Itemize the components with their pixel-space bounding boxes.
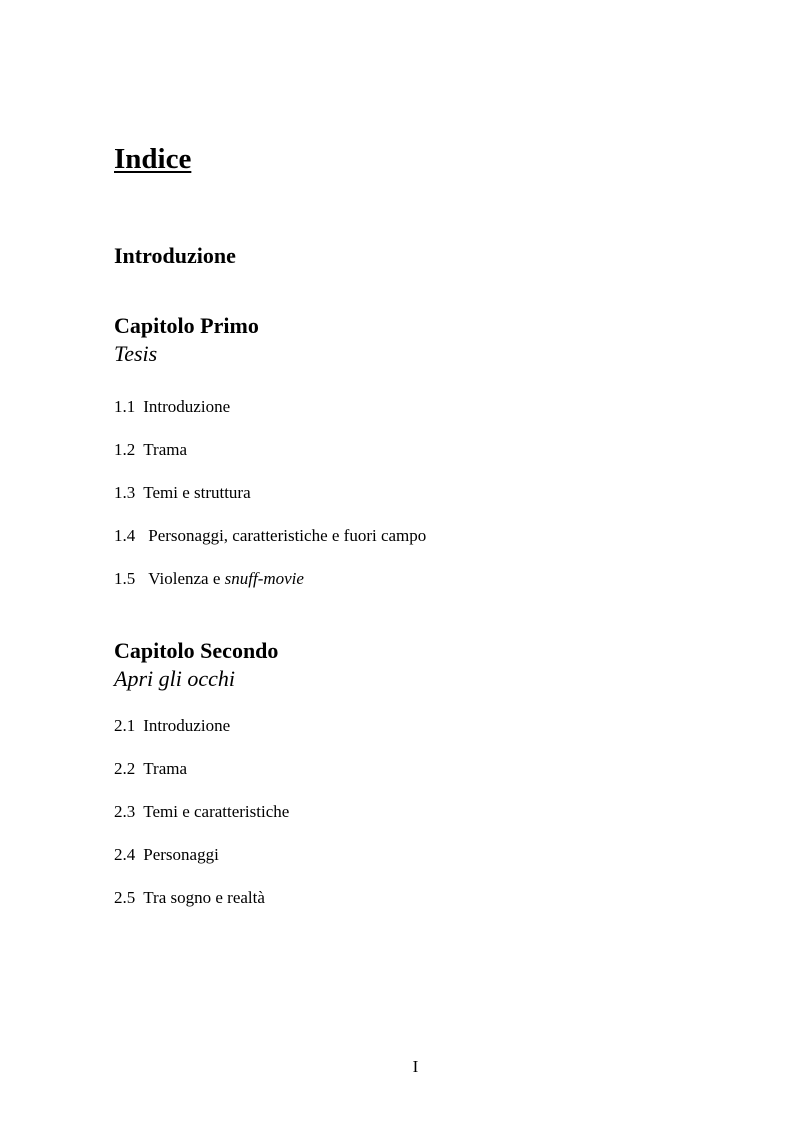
toc-entry-number: 2.1 [114,716,136,735]
toc-entry-number: 2.4 [114,845,136,864]
toc-entry-number: 2.3 [114,802,136,821]
toc-entry [114,569,304,589]
introduction-heading: Introduzione [114,243,236,268]
toc-entry [114,802,289,822]
chapter-2-heading: Capitolo Secondo [114,638,279,663]
chapter-2-subtitle: Apri gli occhi [114,666,235,691]
toc-entry-text: Personaggi [143,845,219,864]
toc-entry-text: Trama [143,440,188,459]
toc-entry-text: Temi e struttura [143,483,251,502]
toc-entry-number: 1.5 [114,569,136,588]
toc-entry-number: 2.5 [114,888,136,907]
toc-entry-text: Temi e caratteristiche [143,802,290,821]
toc-entry-number: 1.1 [114,397,136,416]
toc-entry [114,716,230,736]
toc-entry [114,759,187,779]
toc-entry-number: 1.4 [114,526,136,545]
toc-entry [114,483,251,503]
toc-entry [114,397,230,417]
toc-entry-text: Introduzione [143,716,231,735]
toc-entry-text: Violenza e [148,569,225,588]
chapter-1-heading: Capitolo Primo [114,313,259,338]
toc-entry [114,526,426,546]
toc-entry-number: 1.2 [114,440,136,459]
toc-entry-text: Tra sogno e realtà [143,888,265,907]
toc-entry [114,845,219,865]
chapter-1-subtitle: Tesis [114,341,158,366]
toc-entry-number: 2.2 [114,759,136,778]
toc-entry-text: Introduzione [143,397,231,416]
page-title: Indice [114,143,192,175]
toc-entry-text: Personaggi, caratteristiche e fuori campo [148,526,427,545]
toc-entry [114,440,187,460]
toc-entry [114,888,265,908]
toc-entry-text: Trama [143,759,188,778]
page-number: I [412,1057,419,1076]
toc-entry-italic-term: snuff-movie [224,569,304,588]
toc-entry-number: 1.3 [114,483,136,502]
